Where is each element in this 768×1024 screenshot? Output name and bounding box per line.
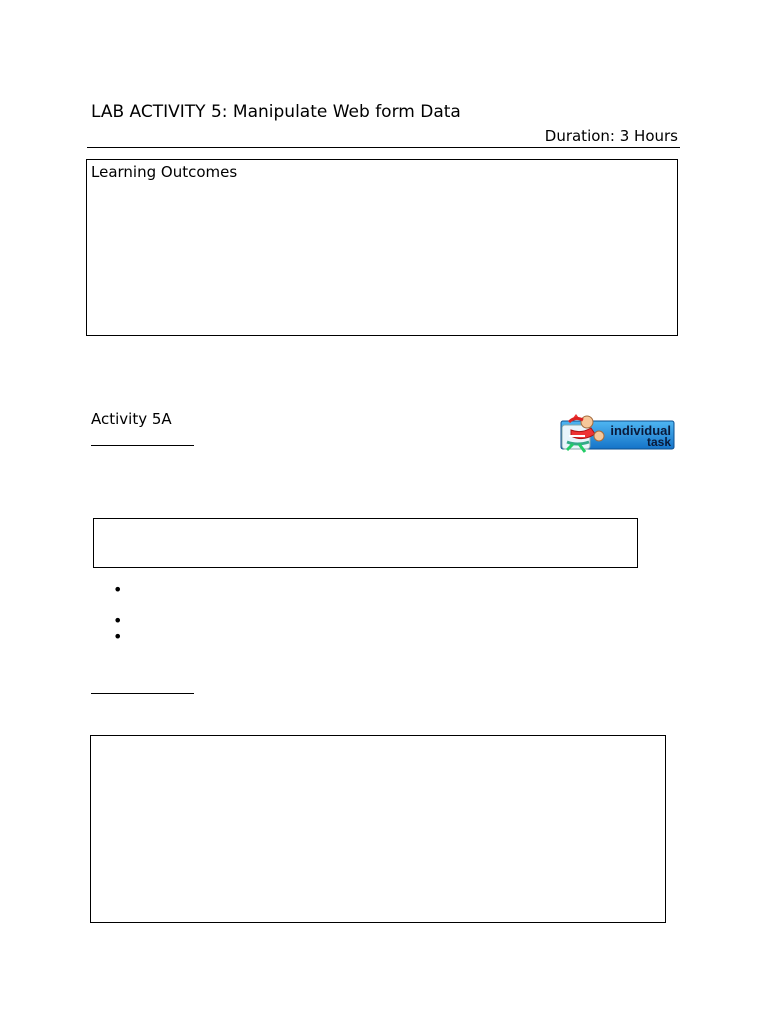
- bullet-item-3: •: [113, 627, 123, 646]
- badge-text-line1: individual: [610, 423, 671, 438]
- activity-title: Activity 5A: [91, 410, 172, 428]
- duration-label: Duration: 3 Hours: [544, 127, 678, 145]
- individual-task-badge: [559, 412, 677, 454]
- header-divider: [87, 147, 680, 148]
- individual-task-logo: [559, 412, 677, 454]
- learning-outcomes-box: [86, 159, 678, 336]
- lab-title: LAB ACTIVITY 5: Manipulate Web form Data: [91, 102, 461, 122]
- activity-underline: [91, 445, 194, 446]
- bullet-item-2: •: [113, 611, 123, 630]
- procedure-box: [90, 735, 666, 923]
- bullet-item-1: •: [113, 580, 123, 599]
- badge-text-line2: task: [646, 435, 671, 449]
- activity-objective-box: [93, 518, 638, 568]
- procedure-underline: [91, 693, 194, 694]
- learning-outcomes-title: Learning Outcomes: [91, 163, 238, 181]
